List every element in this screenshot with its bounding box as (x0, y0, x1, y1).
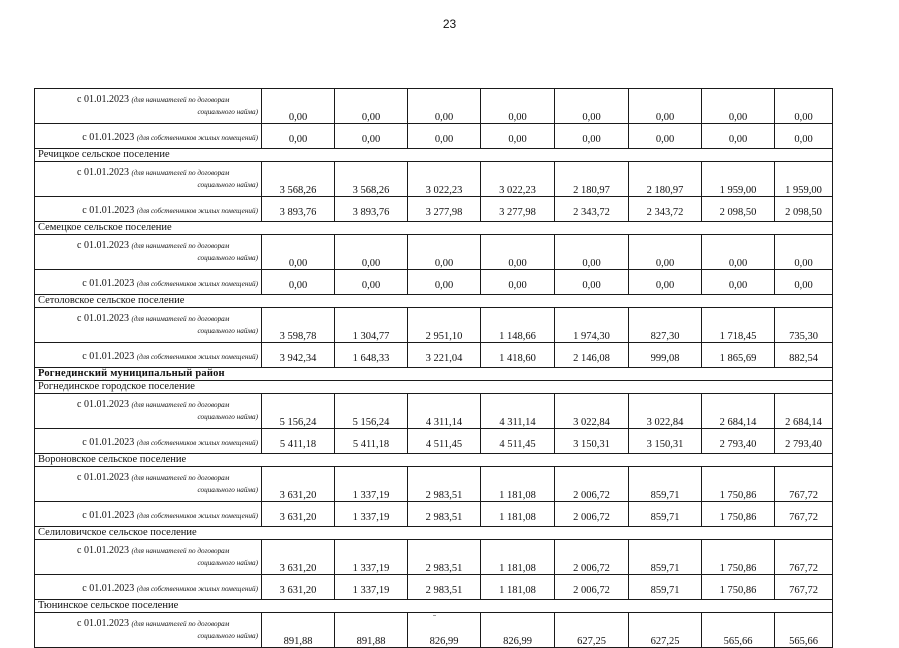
tariff-value: 0,00 (481, 124, 555, 149)
tariff-value: 1 337,19 (335, 467, 408, 502)
tenant-note-cont: социального найма) (197, 632, 258, 640)
section-title: Речицкое сельское поселение (35, 149, 833, 162)
tenant-note: (для нанимателей по договорам (131, 474, 230, 482)
tariff-value: 0,00 (629, 124, 702, 149)
owner-tariff-row (35, 429, 833, 454)
tariff-value: 2 006,72 (555, 575, 629, 600)
settlement-heading-row (35, 149, 833, 162)
tariff-value: 2 983,51 (408, 540, 481, 575)
tariff-value: 859,71 (629, 540, 702, 575)
tariff-value: 3 631,20 (262, 540, 335, 575)
tenant-tariff-row (35, 308, 833, 343)
tariff-value: 3 631,20 (262, 575, 335, 600)
tariff-value: 0,00 (408, 124, 481, 149)
tariff-table-body (35, 89, 833, 648)
tariff-value: 0,00 (555, 124, 629, 149)
tariff-value: 827,30 (629, 308, 702, 343)
tariff-value: 627,25 (629, 613, 702, 648)
tariff-value: 0,00 (262, 89, 335, 124)
scan-artifact (433, 615, 436, 616)
row-label (35, 613, 262, 648)
tariff-value: 3 221,04 (408, 343, 481, 368)
effective-date: с 01.01.2023 (82, 437, 135, 448)
tenant-note: (для нанимателей по договорам (131, 315, 230, 323)
tariff-value: 1 750,86 (702, 540, 775, 575)
effective-date: с 01.01.2023 (82, 351, 135, 362)
section-title: Рогнединское городское поселение (35, 381, 833, 394)
tariff-value: 1 304,77 (335, 308, 408, 343)
row-label-line-1 (37, 167, 258, 179)
tariff-value: 0,00 (702, 235, 775, 270)
settlement-heading-row (35, 600, 833, 613)
tariff-value: 0,00 (408, 89, 481, 124)
tariff-value: 0,00 (555, 89, 629, 124)
tariff-value: 2 006,72 (555, 502, 629, 527)
tariff-value: 826,99 (408, 613, 481, 648)
owner-note: (для собственников жилых помещений) (136, 512, 258, 520)
row-label (35, 124, 262, 149)
tariff-value: 5 156,24 (262, 394, 335, 429)
tariff-value: 3 022,84 (555, 394, 629, 429)
tariff-value: 1 750,86 (702, 502, 775, 527)
tariff-value: 2 146,08 (555, 343, 629, 368)
tenant-note: (для нанимателей по договорам (131, 547, 230, 555)
tariff-value: 0,00 (335, 89, 408, 124)
tariff-value: 1 148,66 (481, 308, 555, 343)
tariff-value: 0,00 (629, 89, 702, 124)
tariff-value: 4 311,14 (408, 394, 481, 429)
section-title: Вороновское сельское поселение (35, 454, 833, 467)
tariff-value: 0,00 (335, 270, 408, 295)
effective-date: с 01.01.2023 (82, 583, 135, 594)
tariff-value: 2 684,14 (775, 394, 833, 429)
settlement-heading-row (35, 454, 833, 467)
tariff-value: 3 893,76 (262, 197, 335, 222)
tariff-value: 1 865,69 (702, 343, 775, 368)
tenant-note: (для нанимателей по договорам (131, 401, 230, 409)
tariff-value: 859,71 (629, 502, 702, 527)
owner-note: (для собственников жилых помещений) (136, 353, 258, 361)
tariff-value: 891,88 (335, 613, 408, 648)
tariff-value: 2 098,50 (775, 197, 833, 222)
row-label-line-1 (37, 94, 258, 106)
tariff-value: 0,00 (702, 89, 775, 124)
tariff-value: 1 750,86 (702, 575, 775, 600)
tariff-value: 0,00 (408, 235, 481, 270)
tariff-value: 565,66 (702, 613, 775, 648)
row-label (35, 467, 262, 502)
tenant-tariff-row (35, 162, 833, 197)
tenant-note: (для нанимателей по договорам (131, 96, 230, 104)
tariff-value: 859,71 (629, 575, 702, 600)
effective-date: с 01.01.2023 (82, 132, 135, 143)
tariff-value: 0,00 (481, 235, 555, 270)
tenant-tariff-row (35, 235, 833, 270)
owner-note: (для собственников жилых помещений) (136, 207, 258, 215)
owner-note: (для собственников жилых помещений) (136, 134, 258, 142)
tariff-table (34, 88, 833, 648)
tariff-value: 1 181,08 (481, 575, 555, 600)
effective-date: с 01.01.2023 (77, 399, 129, 410)
district-heading-row (35, 368, 833, 381)
tariff-value: 1 337,19 (335, 540, 408, 575)
tariff-value: 2 983,51 (408, 502, 481, 527)
effective-date: с 01.01.2023 (77, 94, 129, 105)
section-title: Семецкое сельское поселение (35, 222, 833, 235)
tariff-value: 3 022,23 (408, 162, 481, 197)
owner-tariff-row (35, 502, 833, 527)
section-title: Сетоловское сельское поселение (35, 295, 833, 308)
tariff-value: 0,00 (629, 270, 702, 295)
tariff-value: 565,66 (775, 613, 833, 648)
tariff-value: 3 942,34 (262, 343, 335, 368)
tenant-note-cont: социального найма) (197, 559, 258, 567)
tariff-value: 5 411,18 (335, 429, 408, 454)
tariff-value: 3 598,78 (262, 308, 335, 343)
tenant-note-cont: социального найма) (197, 413, 258, 421)
row-label (35, 308, 262, 343)
tariff-value: 5 156,24 (335, 394, 408, 429)
tariff-value: 2 343,72 (629, 197, 702, 222)
effective-date: с 01.01.2023 (77, 313, 129, 324)
tariff-value: 0,00 (702, 270, 775, 295)
tariff-value: 1 959,00 (775, 162, 833, 197)
row-label (35, 270, 262, 295)
row-label-line-1 (37, 545, 258, 557)
tariff-value: 0,00 (262, 270, 335, 295)
tariff-value: 3 150,31 (629, 429, 702, 454)
tariff-value: 891,88 (262, 613, 335, 648)
tariff-value: 5 411,18 (262, 429, 335, 454)
tariff-value: 999,08 (629, 343, 702, 368)
section-title: Рогнединский муниципальный район (35, 368, 833, 381)
effective-date: с 01.01.2023 (77, 240, 129, 251)
settlement-heading-row (35, 381, 833, 394)
tariff-value: 0,00 (408, 270, 481, 295)
row-label (35, 235, 262, 270)
tariff-value: 1 418,60 (481, 343, 555, 368)
effective-date: с 01.01.2023 (82, 510, 135, 521)
tariff-value: 3 893,76 (335, 197, 408, 222)
row-label (35, 429, 262, 454)
tenant-note: (для нанимателей по договорам (131, 169, 230, 177)
tariff-value: 3 631,20 (262, 467, 335, 502)
row-label (35, 502, 262, 527)
row-label-line-1 (37, 313, 258, 325)
effective-date: с 01.01.2023 (77, 472, 129, 483)
row-label (35, 540, 262, 575)
tariff-value: 735,30 (775, 308, 833, 343)
owner-tariff-row (35, 575, 833, 600)
settlement-heading-row (35, 527, 833, 540)
tariff-value: 1 648,33 (335, 343, 408, 368)
tariff-value: 2 684,14 (702, 394, 775, 429)
owner-tariff-row (35, 270, 833, 295)
tariff-value: 2 983,51 (408, 575, 481, 600)
tariff-value: 767,72 (775, 575, 833, 600)
effective-date: с 01.01.2023 (77, 545, 129, 556)
tenant-tariff-row (35, 540, 833, 575)
tariff-value: 3 150,31 (555, 429, 629, 454)
tariff-value: 1 974,30 (555, 308, 629, 343)
tenant-note-cont: социального найма) (197, 181, 258, 189)
tariff-value: 3 568,26 (335, 162, 408, 197)
tariff-value: 0,00 (555, 235, 629, 270)
tariff-value: 2 951,10 (408, 308, 481, 343)
tariff-value: 2 793,40 (775, 429, 833, 454)
row-label (35, 89, 262, 124)
tariff-value: 1 181,08 (481, 502, 555, 527)
tariff-value: 627,25 (555, 613, 629, 648)
tariff-value: 0,00 (775, 270, 833, 295)
tariff-value: 2 180,97 (629, 162, 702, 197)
owner-tariff-row (35, 124, 833, 149)
tariff-value: 767,72 (775, 540, 833, 575)
row-label-line-1 (37, 240, 258, 252)
tariff-value: 0,00 (481, 270, 555, 295)
effective-date: с 01.01.2023 (77, 167, 129, 178)
effective-date: с 01.01.2023 (77, 618, 129, 629)
tenant-tariff-row (35, 89, 833, 124)
tariff-value: 1 181,08 (481, 540, 555, 575)
tariff-value: 0,00 (775, 124, 833, 149)
tariff-value: 3 022,23 (481, 162, 555, 197)
tariff-value: 2 180,97 (555, 162, 629, 197)
tenant-note: (для нанимателей по договорам (131, 242, 230, 250)
tariff-value: 0,00 (481, 89, 555, 124)
tariff-value: 1 181,08 (481, 467, 555, 502)
settlement-heading-row (35, 295, 833, 308)
owner-tariff-row (35, 343, 833, 368)
tariff-value: 4 511,45 (481, 429, 555, 454)
owner-note: (для собственников жилых помещений) (136, 585, 258, 593)
tariff-value: 767,72 (775, 467, 833, 502)
tariff-value: 2 343,72 (555, 197, 629, 222)
tariff-value: 1 337,19 (335, 502, 408, 527)
settlement-heading-row (35, 222, 833, 235)
tariff-value: 0,00 (775, 235, 833, 270)
effective-date: с 01.01.2023 (82, 205, 135, 216)
tariff-value: 1 959,00 (702, 162, 775, 197)
tariff-value: 0,00 (262, 124, 335, 149)
tariff-value: 3 277,98 (408, 197, 481, 222)
tariff-value: 0,00 (335, 235, 408, 270)
tenant-note: (для нанимателей по договорам (131, 620, 230, 628)
tenant-tariff-row (35, 467, 833, 502)
tariff-value: 826,99 (481, 613, 555, 648)
page-number: 23 (442, 17, 457, 31)
tariff-value: 882,54 (775, 343, 833, 368)
tariff-value: 767,72 (775, 502, 833, 527)
section-title: Селиловичское сельское поселение (35, 527, 833, 540)
tariff-value: 0,00 (702, 124, 775, 149)
tariff-value: 1 718,45 (702, 308, 775, 343)
tariff-value: 859,71 (629, 467, 702, 502)
owner-tariff-row (35, 197, 833, 222)
tariff-value: 3 568,26 (262, 162, 335, 197)
tariff-value: 4 511,45 (408, 429, 481, 454)
tariff-value: 2 006,72 (555, 540, 629, 575)
tariff-value: 3 277,98 (481, 197, 555, 222)
tariff-value: 1 337,19 (335, 575, 408, 600)
row-label-line-1 (37, 618, 258, 630)
tenant-note-cont: социального найма) (197, 327, 258, 335)
tariff-value: 0,00 (335, 124, 408, 149)
row-label-line-1 (37, 399, 258, 411)
tariff-value: 0,00 (555, 270, 629, 295)
tariff-value: 2 983,51 (408, 467, 481, 502)
tariff-value: 2 098,50 (702, 197, 775, 222)
row-label (35, 343, 262, 368)
tenant-note-cont: социального найма) (197, 486, 258, 494)
owner-note: (для собственников жилых помещений) (136, 280, 258, 288)
tenant-tariff-row (35, 394, 833, 429)
row-label (35, 197, 262, 222)
row-label-line-1 (37, 472, 258, 484)
effective-date: с 01.01.2023 (82, 278, 135, 289)
tariff-value: 0,00 (629, 235, 702, 270)
row-label (35, 575, 262, 600)
tariff-value: 2 006,72 (555, 467, 629, 502)
tenant-note-cont: социального найма) (197, 108, 258, 116)
section-title: Тюнинское сельское поселение (35, 600, 833, 613)
tariff-value: 0,00 (262, 235, 335, 270)
tariff-value: 4 311,14 (481, 394, 555, 429)
tenant-note-cont: социального найма) (197, 254, 258, 262)
row-label (35, 394, 262, 429)
tariff-value: 3 022,84 (629, 394, 702, 429)
tariff-value: 0,00 (775, 89, 833, 124)
tariff-value: 2 793,40 (702, 429, 775, 454)
owner-note: (для собственников жилых помещений) (136, 439, 258, 447)
row-label (35, 162, 262, 197)
tariff-value: 3 631,20 (262, 502, 335, 527)
tenant-tariff-row (35, 613, 833, 648)
tariff-value: 1 750,86 (702, 467, 775, 502)
